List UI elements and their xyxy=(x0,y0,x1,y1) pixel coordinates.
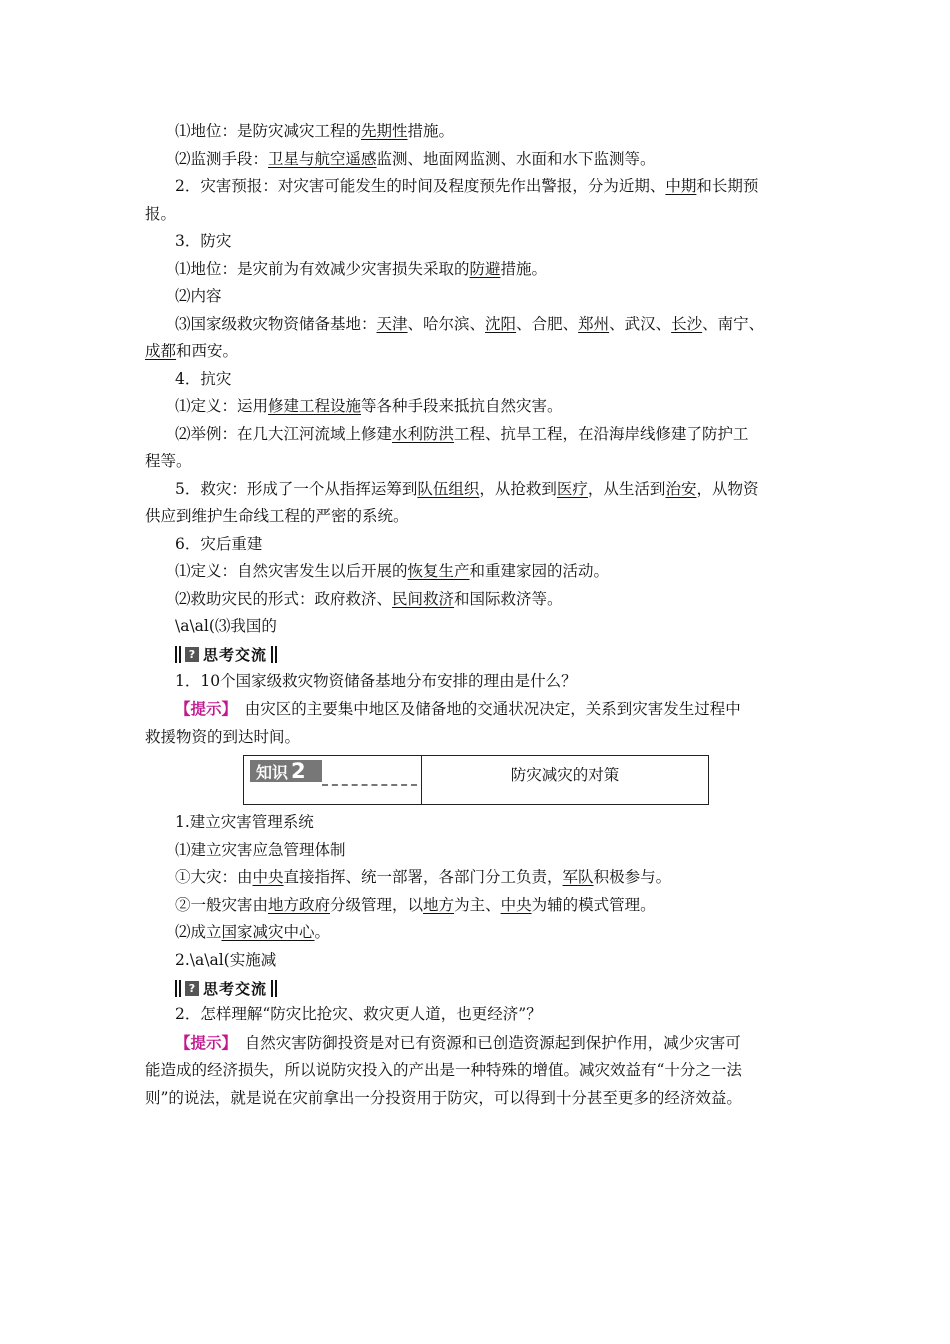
bar-icon xyxy=(179,646,181,663)
knowledge-badge: 知识 2 xyxy=(250,760,322,782)
bar-icon xyxy=(179,980,181,997)
text-line: ⑶国家级救灾物资储备基地：天津、哈尔滨、沈阳、合肥、郑州、武汉、长沙、南宁、 xyxy=(175,314,765,333)
bar-icon xyxy=(271,980,273,997)
bar-icon xyxy=(175,646,177,663)
think-exchange-header: ? 思考交流 xyxy=(175,976,810,1000)
text-line: 成都和西安。 xyxy=(145,342,239,360)
text-line: ②一般灾害由地方政府分级管理，以地方为主、中央为辅的模式管理。 xyxy=(175,895,656,914)
question-mark-icon: ? xyxy=(185,647,199,662)
knowledge-title: 防灾减灾的对策 xyxy=(510,766,620,784)
text-line: 程等。 xyxy=(145,452,192,470)
text-line: \a\al(⑶我国的 xyxy=(175,617,277,635)
answer-2-cont: 则”的说法，就是说在灾前拿出一分投资用于防灾，可以得到十分甚至更多的经济效益。 xyxy=(145,1088,742,1107)
text-line: ⑴定义：自然灾害发生以后开展的恢复生产和重建家园的活动。 xyxy=(175,562,610,580)
text-line: 供应到维护生命线工程的严密的系统。 xyxy=(145,507,409,525)
text-line: ⑵救助灾民的形式：政府救济、民间救济和国际救济等。 xyxy=(175,589,563,608)
section-heading: 6．灾后重建 xyxy=(175,534,263,553)
answer-2-cont: 能造成的经济损失，所以说防灾投入的产出是一种特殊的增值。减灾效益有“十分之一法 xyxy=(145,1061,742,1079)
think-exchange-header: ? 思考交流 xyxy=(175,643,810,667)
text-line: 2．灾害预报：对灾害可能发生的时间及程度预先作出警报，分为近期、中期和长期预 xyxy=(175,177,759,195)
bar-icon xyxy=(275,646,277,663)
text-line: 2.\a\al(实施减 xyxy=(175,950,277,969)
text-line: ⑵成立国家减灾中心。 xyxy=(175,923,331,941)
question-2: 2．怎样理解“防灾比抢灾、救灾更人道，也更经济”？ xyxy=(175,1005,542,1023)
text-line: ⑵监测手段：卫星与航空遥感监测、地面网监测、水面和水下监测等。 xyxy=(175,149,656,168)
document-page xyxy=(145,118,810,1112)
answer-2: 【提示】 自然灾害防御投资是对已有资源和已创造资源起到保护作用，减少灾害可 xyxy=(175,1032,741,1052)
text-line: ⑵内容 xyxy=(175,287,222,305)
text-line: ⑴地位：是防灾减灾工程的先期性措施。 xyxy=(175,122,455,140)
text-line: ①大灾：由中央直接指挥、统一部署，各部门分工负责，军队积极参与。 xyxy=(175,868,672,886)
dashed-divider xyxy=(322,784,417,786)
section-heading: 3．防灾 xyxy=(175,232,232,250)
question-mark-icon: ? xyxy=(185,981,199,996)
text-line: ⑵举例：在几大江河流域上修建水利防洪工程、抗旱工程，在沿海岸线修建了防护工 xyxy=(175,424,749,443)
text-line: 5．救灾：形成了一个从指挥运筹到队伍组织，从抢救到医疗，从生活到治安，从物资 xyxy=(175,479,759,498)
text-line: ⑴建立灾害应急管理体制 xyxy=(175,840,346,859)
text-line: ⑴定义：运用修建工程设施等各种手段来抵抗自然灾害。 xyxy=(175,397,563,415)
bar-icon xyxy=(175,980,177,997)
text-line: ⑴地位：是灾前为有效减少灾害损失采取的防避措施。 xyxy=(175,259,548,278)
knowledge-section-box xyxy=(243,755,709,805)
bar-icon xyxy=(271,646,273,663)
question-1: 1．10个国家级救灾物资储备基地分布安排的理由是什么？ xyxy=(175,671,577,690)
bar-icon xyxy=(275,980,277,997)
text-line: 报。 xyxy=(145,204,177,223)
text-line: 1.建立灾害管理系统 xyxy=(175,813,314,831)
section-heading: 4．抗灾 xyxy=(175,369,232,388)
answer-1: 【提示】 由灾区的主要集中地区及储备地的交通状况决定，关系到灾害发生过程中 xyxy=(175,699,741,718)
answer-1-cont: 救援物资的到达时间。 xyxy=(145,727,301,746)
